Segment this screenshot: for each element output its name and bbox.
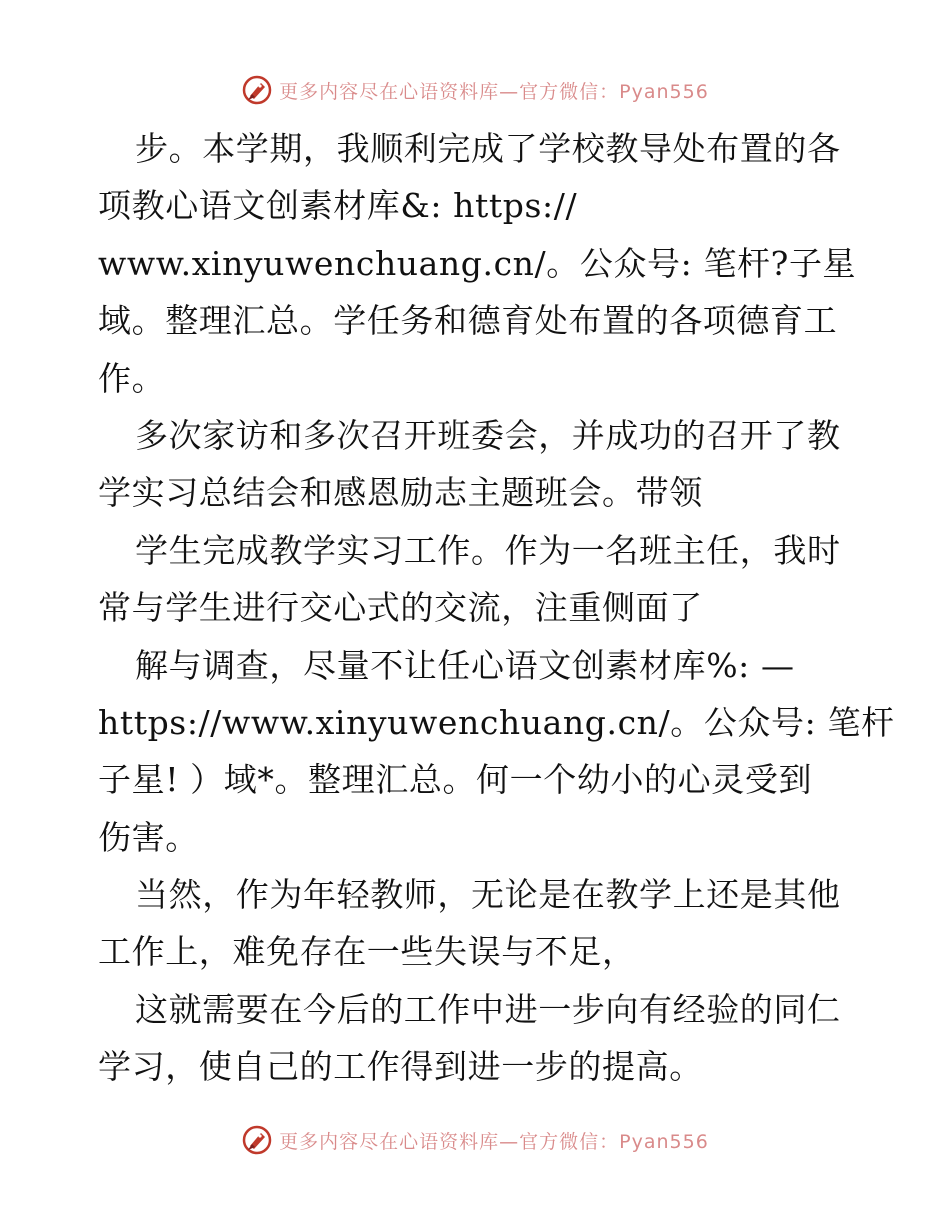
pen-nib-seal-icon [241, 1124, 273, 1156]
document-body [98, 120, 895, 1096]
body-line: 步。本学期，我顺利完成了学校教导处布置的各 [135, 129, 841, 168]
body-line: 解与调查，尽量不让任心语文创素材库%: — [135, 645, 795, 685]
body-line: 学习，使自己的工作得到进一步的提高。 [98, 1047, 703, 1087]
body-line: 工作上，难免存在一些失误与不足， [98, 932, 636, 972]
pen-nib-seal-icon [241, 74, 273, 106]
body-line: 多次家访和多次召开班委会，并成功的召开了教 [135, 415, 841, 455]
body-line: 子星! ）域*。整理汇总。何一个幼小的心灵受到 [98, 760, 813, 800]
body-line: 这就需要在今后的工作中进一步向有经验的同仁 [135, 989, 841, 1029]
footer-banner [0, 1120, 950, 1160]
body-line: 常与学生进行交心式的交流，注重侧面了 [98, 588, 703, 628]
body-line: 伤害。 [98, 817, 199, 857]
header-text: 更多内容尽在心语资料库—官方微信：Pyan556 [279, 80, 709, 103]
body-line: 域。整理汇总。学任务和德育处布置的各项德育工 [98, 301, 838, 341]
footer-text: 更多内容尽在心语资料库—官方微信：Pyan556 [279, 1130, 709, 1153]
body-line: 项教心语文创素材库&: https:// [98, 186, 578, 226]
body-line: 作。 [98, 358, 166, 398]
body-line: 当然，作为年轻教师，无论是在教学上还是其他 [135, 875, 841, 915]
body-line: 学生完成教学实习工作。作为一名班主任，我时 [135, 530, 841, 570]
header-banner [0, 70, 950, 110]
body-line: 学实习总结会和感恩励志主题班会。带领 [98, 473, 703, 513]
body-line: www.xinyuwenchuang.cn/。公众号: 笔杆?子星 [98, 243, 857, 283]
body-line: https://www.xinyuwenchuang.cn/。公众号: 笔杆 [98, 702, 895, 742]
